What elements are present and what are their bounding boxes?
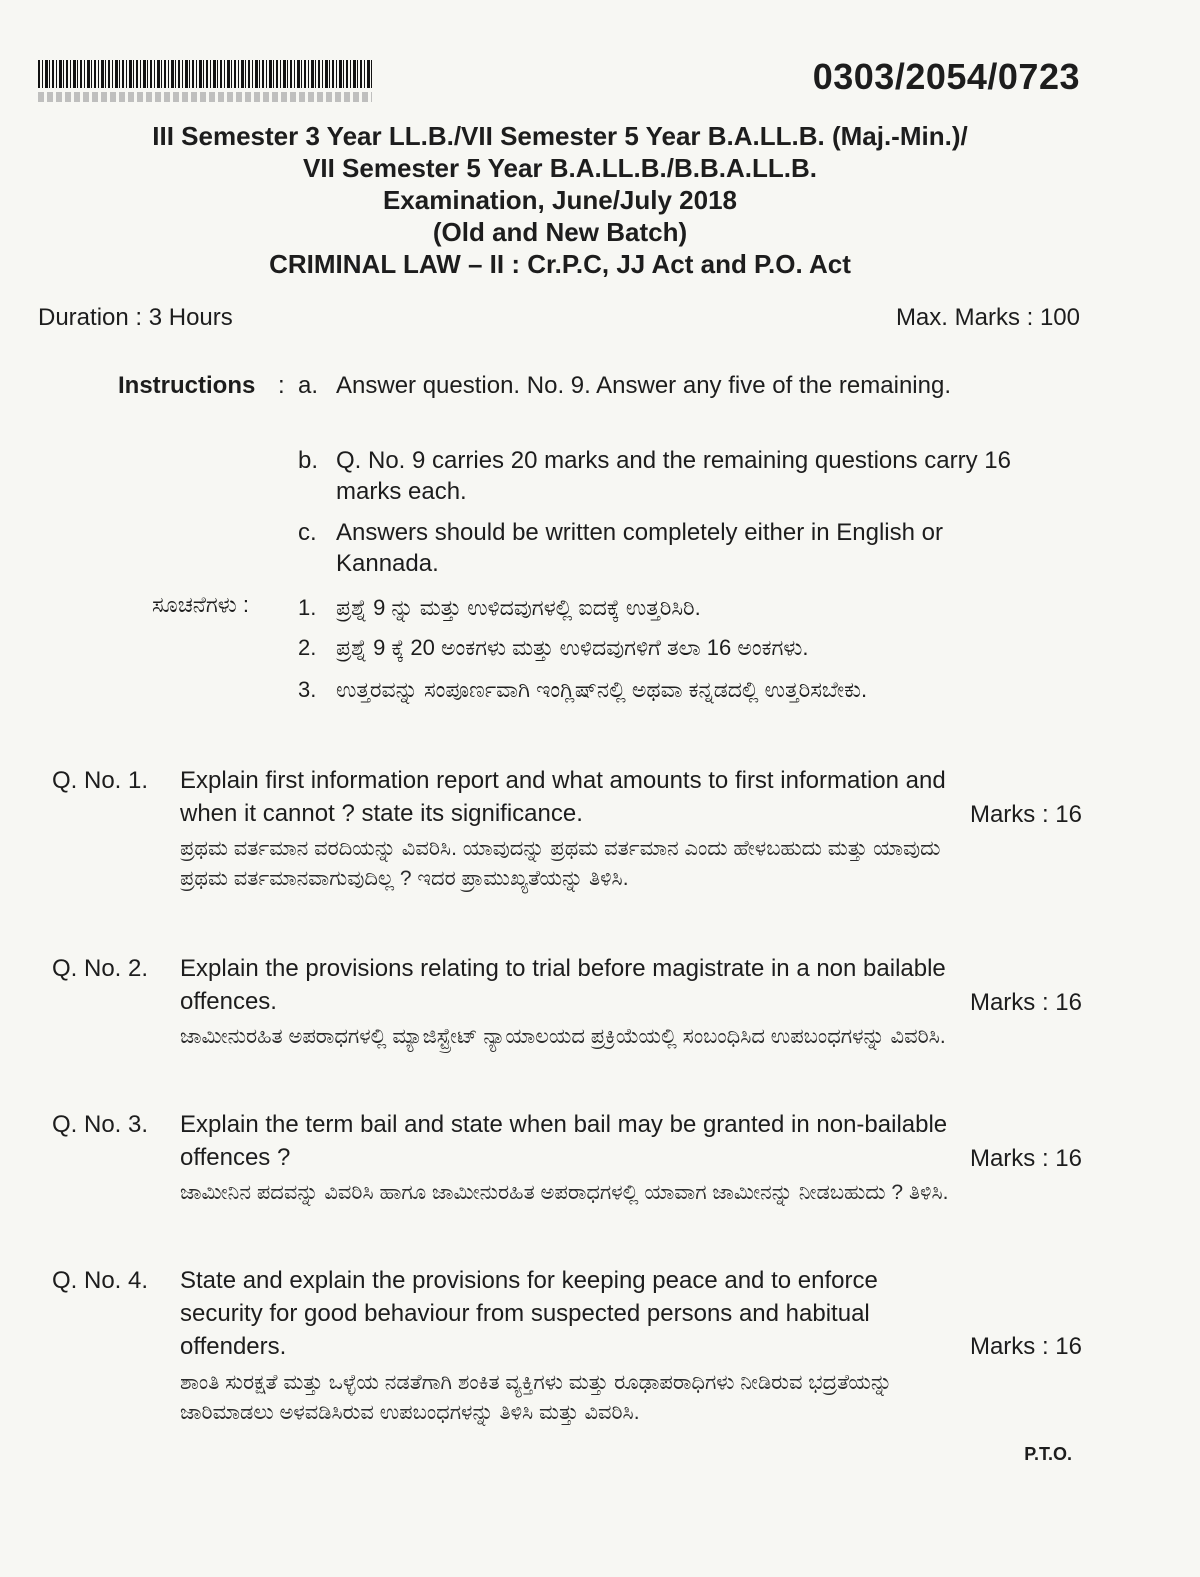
question-2-marks: Marks : 16 [969,989,1082,1016]
duration: Duration : 3 Hours [38,304,233,331]
kannada-instruction-2-text: ಪ್ರಶ್ನೆ 9 ಕ್ಕೆ 20 ಅಂಕಗಳು ಮತ್ತು ಉಳಿದವುಗಳಿಗೆ ತಲಾ 16 ಅಂಕಗಳು. [336,635,809,660]
instruction-b-text: Q. No. 9 carries 20 marks and the remaining questions carry 16 marks each. [336,447,1011,505]
question-4-text: State and explain the provisions for keeping peace and to enforce security for good behaviour from suspected persons and habitual offenders. [180,1267,878,1360]
instructions-colon: : [278,372,285,399]
question-1-number: Q. No. 1. [52,767,149,794]
header-line-4: (Old and New Batch) [432,217,688,247]
header-line-3: Examination, June/July 2018 [382,185,738,215]
barcode-text [38,92,372,102]
header-line-1: III Semester 3 Year LL.B./VII Semester 5 Year B.A.LL.B. (Maj.-Min.)/ [152,121,968,151]
instruction-c-text: Answers should be written completely either in English or Kannada. [336,519,943,577]
kannada-instruction-3-text: ಉತ್ತರವನ್ನು ಸಂಪೂರ್ಣವಾಗಿ ಇಂಗ್ಲಿಷ್‌ನಲ್ಲಿ ಅಥವಾ ಕನ್ನಡದಲ್ಲಿ ಉತ್ತರಿಸಬೇಕು. [336,677,868,702]
question-4-marks: Marks : 16 [969,1333,1082,1360]
instructions-label: Instructions [118,372,256,399]
question-3-marks: Marks : 16 [969,1145,1082,1172]
question-4-number: Q. No. 4. [52,1267,149,1294]
max-marks: Max. Marks : 100 [895,304,1080,331]
question-4-kannada: ಶಾಂತಿ ಸುರಕ್ಷತೆ ಮತ್ತು ಒಳ್ಳೆಯ ನಡತೆಗಾಗಿ ಶಂಕಿತ ವ್ಯಕ್ತಿಗಳು ಮತ್ತು ರೂಢಾಪರಾಧಿಗಳು ನೀಡಿರುವ ಭದ್ರತೆಯನ್ನು ಜಾರಿಮಾಡಲು ಅಳವಡಿಸಿರುವ ಉಪಬಂಧಗಳನ್ನು ತಿಳಿಸಿ ಮತ್ತು ವಿವರಿಸಿ. [180,1371,893,1424]
question-1-text: Explain first information report and what amounts to first information and when it cannot ? state its significance. [180,767,946,827]
pto-label: P.T.O. [1024,1444,1072,1464]
question-2-kannada: ಜಾಮೀನುರಹಿತ ಅಪರಾಧಗಳಲ್ಲಿ ಮ್ಯಾಜಿಸ್ಟ್ರೇಟ್ ನ್ಯಾಯಾಲಯದ ಪ್ರಕ್ರಿಯೆಯಲ್ಲಿ ಸಂಬಂಧಿಸಿದ ಉಪಬಂಧಗಳನ್ನು ವಿವರಿಸಿ. [180,1025,946,1048]
header-line-2: VII Semester 5 Year B.A.LL.B./B.B.A.LL.B. [303,153,817,183]
question-2-text: Explain the provisions relating to trial before magistrate in a non bailable offences. [180,955,946,1015]
header-line-5: CRIMINAL LAW – II : Cr.P.C, JJ Act and P.O. Act [269,249,851,279]
kannada-instruction-1-text: ಪ್ರಶ್ನೆ 9 ನ್ನು ಮತ್ತು ಉಳಿದವುಗಳಲ್ಲಿ ಐದಕ್ಕೆ ಉತ್ತರಿಸಿರಿ. [336,595,701,620]
duration-row [38,304,1080,332]
instruction-c-letter: c. [298,519,317,546]
question-1-kannada: ಪ್ರಥಮ ವರ್ತಮಾನ ವರದಿಯನ್ನು ವಿವರಿಸಿ. ಯಾವುದನ್ನು ಪ್ರಥಮ ವರ್ತಮಾನ ಎಂದು ಹೇಳಬಹುದು ಮತ್ತು ಯಾವುದು ಪ್ರಥಮ ವರ್ತಮಾನವಾಗುವುದಿಲ್ಲ ? ಇದರ ಪ್ರಾಮುಖ್ಯತೆಯನ್ನು ತಿಳಿಸಿ. [180,837,941,890]
question-1-marks: Marks : 16 [969,801,1082,828]
kannada-instruction-1-number: 1. [298,595,317,620]
instruction-a-text: Answer question. No. 9. Answer any five of the remaining. [336,372,951,399]
barcode [38,60,372,88]
exam-header [60,120,1060,280]
question-3-text: Explain the term bail and state when bail may be granted in non-bailable offences ? [180,1111,948,1171]
kannada-instruction-2-number: 2. [298,635,317,660]
instruction-a-letter: a. [298,372,319,399]
question-2-number: Q. No. 2. [52,955,149,982]
kannada-instructions-label: ಸೂಚನೆಗಳು : [152,592,249,617]
instruction-b-letter: b. [298,447,319,474]
kannada-instruction-3-number: 3. [298,677,317,702]
paper-code: 0303/2054/0723 [812,56,1080,97]
question-3-kannada: ಜಾಮೀನಿನ ಪದವನ್ನು ವಿವರಿಸಿ ಹಾಗೂ ಜಾಮೀನುರಹಿತ ಅಪರಾಧಗಳಲ್ಲಿ ಯಾವಾಗ ಜಾಮೀನನ್ನು ನೀಡಬಹುದು ? ತಿಳಿಸಿ. [180,1181,949,1204]
question-3-number: Q. No. 3. [52,1111,149,1138]
